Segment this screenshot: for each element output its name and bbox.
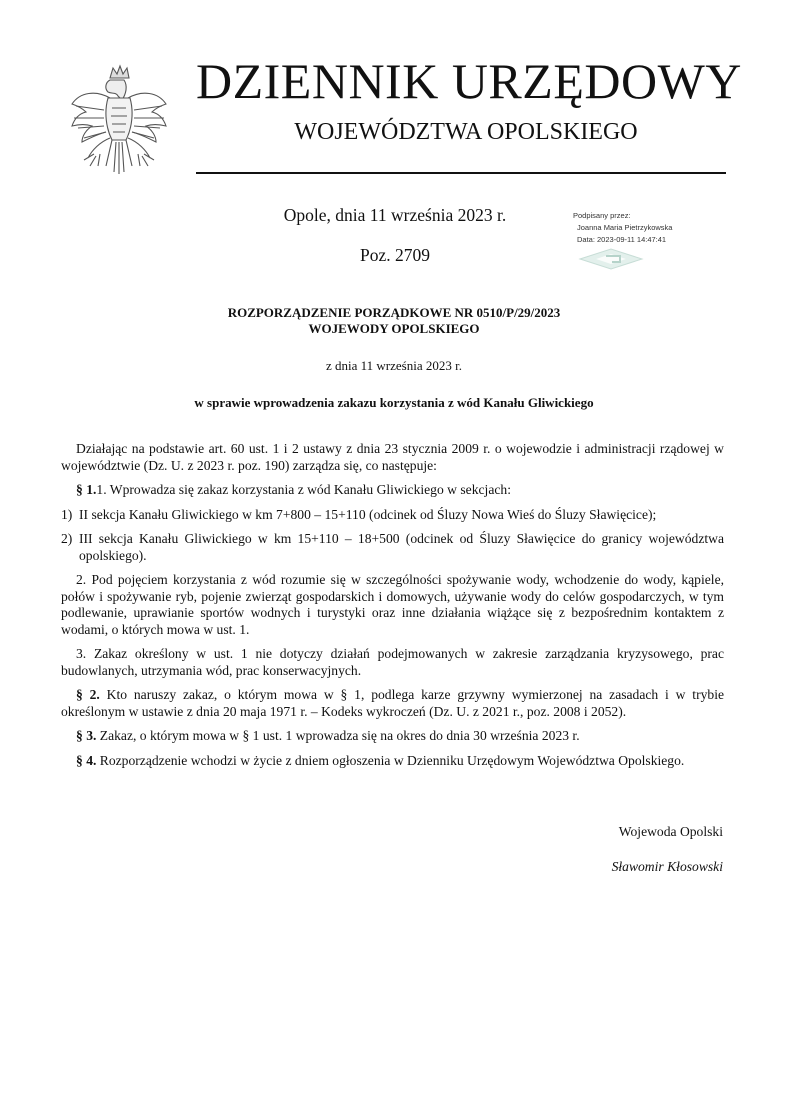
list-item [61,507,724,524]
signature-label: Podpisany przez: [573,211,631,220]
position-number: Poz. 2709 [360,245,430,265]
regulation-subject: w sprawie wprowadzenia zakazu korzystania z wód Kanału Gliwickiego [194,395,594,410]
signatory-role: Wojewoda Opolski [618,824,723,839]
publication-place-date: Opole, dnia 11 września 2023 r. [283,205,507,225]
digital-signature-checkmark-icon [576,248,646,270]
list-item [61,531,724,564]
paragraph-1-ust-3: 3. Zakaz określony w ust. 1 nie dotyczy działań podejmowanych w zakresie zarządzania kryzysowego, prac budowlanych, utrzymania wód, prac konserwacyjnych. [61,646,724,678]
paragraph-3 [61,728,724,745]
regulation-title-line1: ROZPORZĄDZENIE PORZĄDKOWE NR 0510/P/29/2023 [227,305,561,320]
regulation-title [150,305,638,337]
paragraph-1-ust-2: 2. Pod pojęciem korzystania z wód rozumie się w szczególności spożywanie wody, wchodzenie do wody, kąpiele, połów i spożywanie ryb, pojenie zwierząt gospodarskich i domowych, używanie wody do celów gospodarczych, w tym podlewanie, uprawianie sportów wodnych i turystyki oraz inne działania wiążące się z bezpośrednim kontaktem z wodami, o których mowa w ust. 1. [61,572,724,637]
paragraph-4-text: Rozporządzenie wchodzi w życie z dniem ogłoszenia w Dzienniku Urzędowym Województwa Opolskiego. [96,752,685,768]
signatory-name: Sławomir Kłosowski [611,859,723,874]
paragraph-3-text: Zakaz, o którym mowa w § 1 ust. 1 wprowadza się na okres do dnia 30 września 2023 r. [96,728,580,743]
regulation-title-line2: WOJEWODY OPOLSKIEGO [308,321,480,336]
signature-date: Data: 2023-09-11 14:47:41 [577,235,667,244]
paragraph-4-label: § 4. [76,752,97,768]
signature-signer: Joanna Maria Pietrzykowska [577,223,673,232]
paragraph-4 [61,753,724,770]
paragraph-1-text: 1. Wprowadza się zakaz korzystania z wód Kanału Gliwickiego w sekcjach: [96,482,511,497]
preamble: Działając na podstawie art. 60 ust. 1 i 2 ustawy z dnia 23 stycznia 2009 r. o wojewodzie i administracji rządowej w województwie (Dz. U. z 2023 r. poz. 190) zarządza się, co następuje: [61,441,724,473]
digital-signature-stamp [573,210,723,246]
paragraph-2 [61,687,724,720]
journal-title: DZIENNIK URZĘDOWY [196,53,742,109]
paragraph-2-text: Kto naruszy zakaz, o którym mowa w § 1, podlega karze grzywny wymierzonej na zasadach i w trybie określonym w ustawie z dnia 20 maja 1971 r. – Kodeks wykroczeń (Dz. U. z 2021 r., poz. 2008 i 2052). [61,687,724,719]
regulation-body [61,441,724,769]
journal-subtitle: WOJEWÓDZTWA OPOLSKIEGO [294,119,638,145]
paragraph-1-ust-1 [61,482,724,499]
list-item-text: III sekcja Kanału Gliwickiego w km 15+110 – 18+500 (odcinek od Śluzy Sławięcice do granicy województwa opolskiego). [79,531,724,563]
header-divider [196,172,726,174]
paragraph-1-label: § 1. [76,482,97,497]
paragraph-3-label: § 3. [76,728,97,743]
paragraph-2-label: § 2. [76,687,100,702]
list-item-text: II sekcja Kanału Gliwickiego w km 7+800 – 15+110 (odcinek od Śluzy Nowa Wieś do Śluzy Sławięcice); [79,506,657,522]
eagle-emblem-icon [66,62,171,177]
regulation-date: z dnia 11 września 2023 r. [326,358,462,373]
list-item-number: 1) [61,506,73,522]
list-item-number: 2) [61,531,73,546]
